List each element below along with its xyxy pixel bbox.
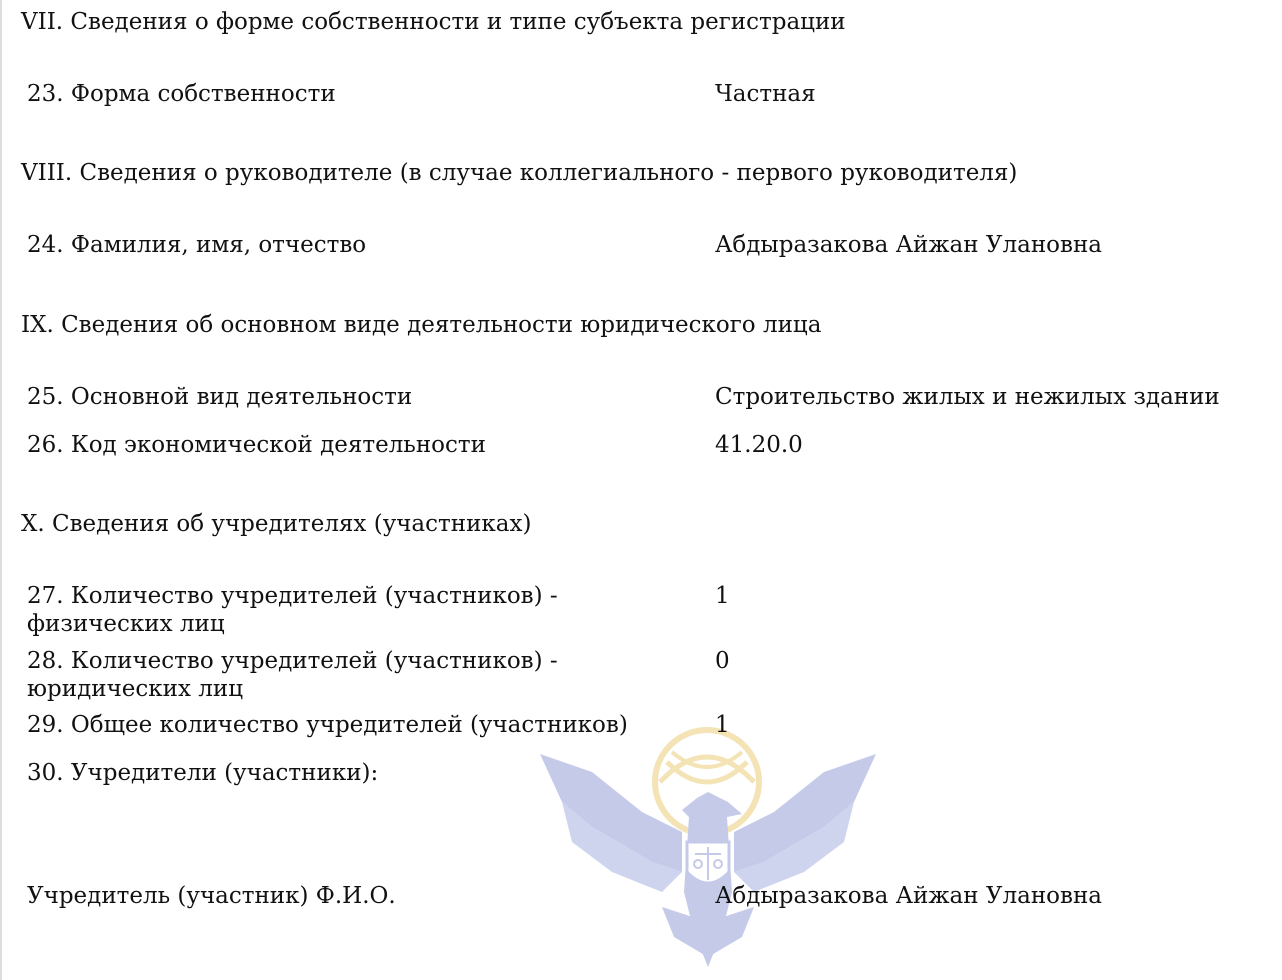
eagle-emblem-icon — [532, 722, 884, 972]
row-value-full-name: Абдыразакова Айжан Улановна — [715, 232, 1102, 258]
section-title-ownership: VII. Сведения о форме собственности и типе субъекта регистрации — [21, 9, 846, 35]
row-label-founder-name: Учредитель (участник) Ф.И.О. — [27, 883, 396, 909]
row-label-individual-founders-cont: физических лиц — [27, 611, 225, 637]
row-value-main-activity: Строительство жилых и нежилых здании — [715, 384, 1220, 410]
row-value-total-founders: 1 — [715, 712, 730, 738]
row-label-legal-founders: 28. Количество учредителей (участников) - — [27, 648, 558, 674]
row-label-ownership-form: 23. Форма собственности — [27, 81, 336, 107]
row-label-founders-list: 30. Учредители (участники): — [27, 760, 379, 786]
row-label-main-activity: 25. Основной вид деятельности — [27, 384, 413, 410]
row-label-total-founders: 29. Общее количество учредителей (участников) — [27, 712, 628, 738]
section-title-founders: X. Сведения об учредителях (участниках) — [21, 511, 532, 537]
row-label-individual-founders: 27. Количество учредителей (участников) - — [27, 583, 558, 609]
row-label-activity-code: 26. Код экономической деятельности — [27, 432, 486, 458]
section-title-activity: IX. Сведения об основном виде деятельности юридического лица — [21, 312, 822, 338]
row-label-legal-founders-cont: юридических лиц — [27, 676, 243, 702]
row-value-ownership-form: Частная — [715, 81, 816, 107]
row-value-founder-name: Абдыразакова Айжан Улановна — [715, 883, 1102, 909]
row-value-individual-founders: 1 — [715, 583, 730, 609]
section-title-director: VIII. Сведения о руководителе (в случае коллегиального - первого руководителя) — [21, 160, 1018, 186]
row-value-legal-founders: 0 — [715, 648, 730, 674]
row-label-full-name: 24. Фамилия, имя, отчество — [27, 232, 367, 258]
row-value-activity-code: 41.20.0 — [715, 432, 803, 458]
